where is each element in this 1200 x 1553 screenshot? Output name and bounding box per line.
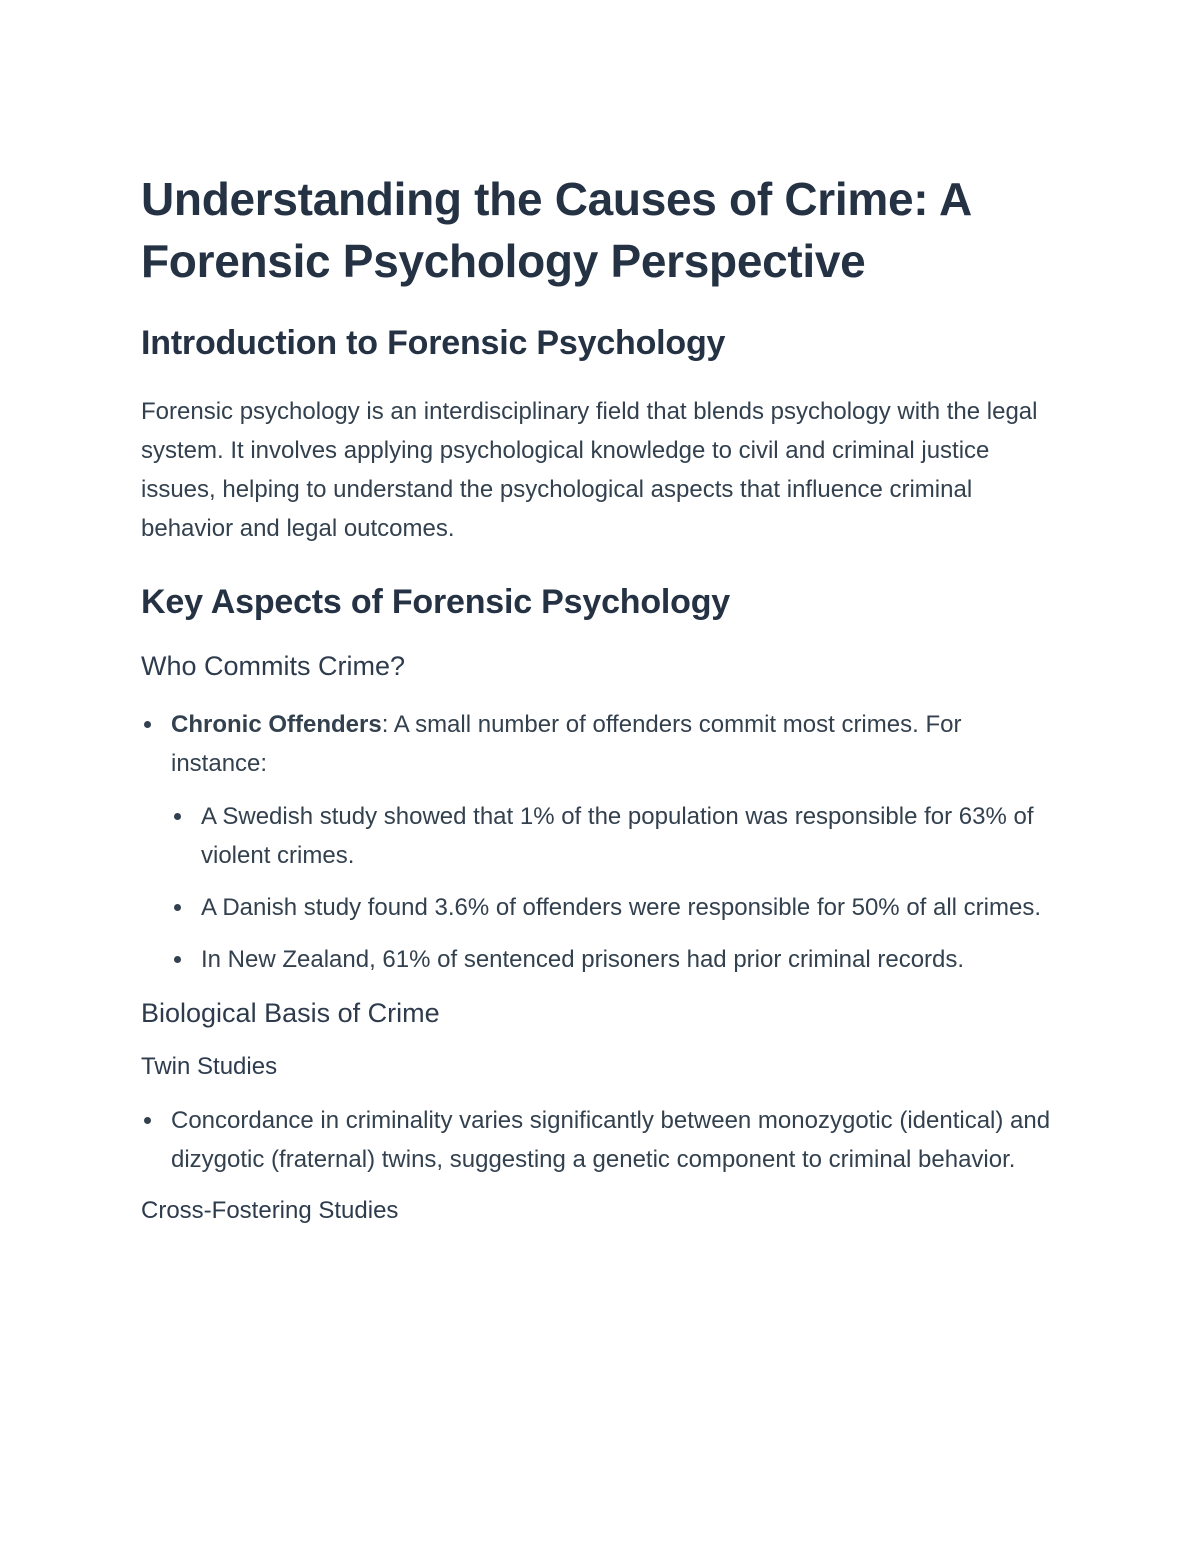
document-title: Understanding the Causes of Crime: A Forensic Psychology Perspective <box>141 173 971 287</box>
example-text: A Danish study found 3.6% of offenders were responsible for 50% of all crimes. <box>201 894 1042 921</box>
twin-studies-list <box>141 1101 1051 1179</box>
section-heading-key-aspects: Key Aspects of Forensic Psychology <box>141 583 731 621</box>
document-page <box>141 168 1051 1227</box>
twin-studies-text: Concordance in criminality varies significantly between monozygotic (identical) and dizygotic (fraternal) twins, suggesting a genetic component to criminal behavior. <box>171 1107 1051 1173</box>
bullet-icon <box>174 956 181 963</box>
who-commits-list <box>141 705 1051 979</box>
chronic-offenders-label: Chronic Offenders <box>171 711 382 738</box>
bullet-icon <box>174 813 181 820</box>
subheading-twin-studies: Twin Studies <box>141 1053 278 1080</box>
intro-paragraph: Forensic psychology is an interdisciplinary field that blends psychology with the legal system. It involves applying psychological knowledge to civil and criminal justice issues, helping to understand the psychological aspects that influence criminal behavior and legal outcomes. <box>141 398 1038 542</box>
bullet-icon <box>144 1117 151 1124</box>
list-item <box>171 797 1051 875</box>
bullet-icon <box>174 904 181 911</box>
list-item <box>141 1101 1051 1179</box>
example-text: A Swedish study showed that 1% of the population was responsible for 63% of violent crimes. <box>201 803 1034 869</box>
list-item-chronic-offenders <box>141 705 1051 979</box>
chronic-offenders-examples <box>171 797 1051 979</box>
subheading-who-commits-crime: Who Commits Crime? <box>141 651 406 681</box>
subheading-cross-fostering: Cross-Fostering Studies <box>141 1197 399 1224</box>
list-item <box>171 940 1051 979</box>
section-heading-introduction: Introduction to Forensic Psychology <box>141 324 726 362</box>
subheading-biological-basis: Biological Basis of Crime <box>141 998 440 1028</box>
chronic-offenders-text: : A small number of offenders commit most crimes. For instance: <box>171 711 962 777</box>
bullet-icon <box>144 721 151 728</box>
list-item <box>171 888 1051 927</box>
example-text: In New Zealand, 61% of sentenced prisoners had prior criminal records. <box>201 946 965 973</box>
